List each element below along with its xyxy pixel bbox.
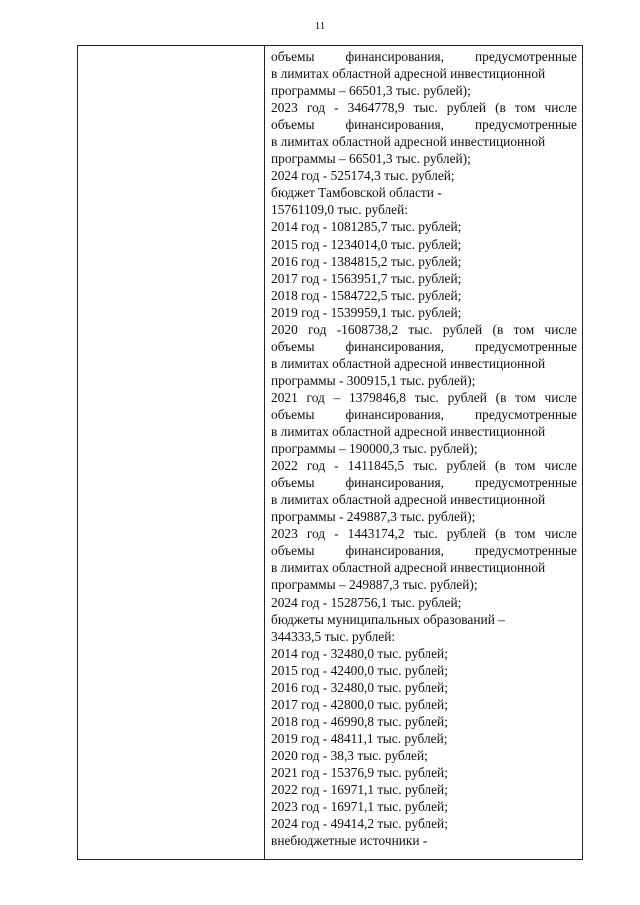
text-line: программы - 300915,1 тыс. рублей); — [271, 372, 476, 388]
text-line: 2017 год - 1563951,7 тыс. рублей; — [271, 270, 462, 286]
text-line: 2020 год - 38,3 тыс. рублей; — [271, 747, 428, 763]
column-divider — [264, 46, 265, 859]
text-line: программы – 190000,3 тыс. рублей); — [271, 441, 478, 457]
text-line: объемы финансирования, предусмотренные — [271, 475, 577, 491]
text-line: в лимитах областной адресной инвестиционной — [271, 560, 546, 576]
document-table — [77, 45, 583, 860]
text-line: в лимитах областной адресной инвестиционной — [271, 134, 546, 150]
text-line: 2023 год - 1443174,2 тыс. рублей (в том числе — [271, 526, 577, 542]
text-line: 2022 год - 16971,1 тыс. рублей; — [271, 782, 448, 798]
table-left-cell — [78, 46, 264, 859]
text-line: 2021 год - 15376,9 тыс. рублей; — [271, 764, 448, 780]
text-line: 2023 год - 3464778,9 тыс. рублей (в том числе — [271, 100, 577, 116]
text-line: 2024 год - 49414,2 тыс. рублей; — [271, 816, 448, 832]
text-line: 2015 год - 1234014,0 тыс. рублей; — [271, 236, 462, 252]
text-line: 2024 год - 1528756,1 тыс. рублей; — [271, 594, 462, 610]
page-number: 11 — [314, 20, 326, 32]
text-line: программы – 249887,3 тыс. рублей); — [271, 577, 478, 593]
text-line: 2016 год - 32480,0 тыс. рублей; — [271, 679, 448, 695]
text-line: 2019 год - 48411,1 тыс. рублей; — [271, 730, 448, 746]
text-line: 2016 год - 1384815,2 тыс. рублей; — [271, 253, 462, 269]
text-line: объемы финансирования, предусмотренные — [271, 49, 577, 64]
text-line: 2017 год - 42800,0 тыс. рублей; — [271, 696, 448, 712]
text-line: объемы финансирования, предусмотренные — [271, 406, 577, 422]
text-line: 2019 год - 1539959,1 тыс. рублей; — [271, 304, 462, 320]
text-line: бюджет Тамбовской области - — [271, 185, 442, 201]
text-line: бюджеты муниципальных образований – — [271, 611, 505, 627]
text-line: объемы финансирования, предусмотренные — [271, 338, 577, 354]
text-line: объемы финансирования, предусмотренные — [271, 543, 577, 559]
text-line: 2018 год - 46990,8 тыс. рублей; — [271, 713, 448, 729]
text-line: 2022 год - 1411845,5 тыс. рублей (в том числе — [271, 458, 577, 474]
text-line: в лимитах областной адресной инвестиционной — [271, 424, 546, 440]
text-line: 2014 год - 1081285,7 тыс. рублей; — [271, 219, 462, 235]
text-line: 2021 год – 1379846,8 тыс. рублей (в том числе — [271, 389, 577, 405]
text-line: в лимитах областной адресной инвестиционной — [271, 66, 546, 82]
text-line: программы - 249887,3 тыс. рублей); — [271, 509, 476, 525]
text-line: 2023 год - 16971,1 тыс. рублей; — [271, 799, 448, 815]
text-line: в лимитах областной адресной инвестиционной — [271, 355, 546, 371]
text-line: 2024 год - 525174,3 тыс. рублей; — [271, 168, 455, 184]
text-line: 15761109,0 тыс. рублей: — [271, 202, 408, 218]
text-line: программы – 66501,3 тыс. рублей); — [271, 83, 471, 99]
text-line: 2020 год -1608738,2 тыс. рублей (в том числе — [271, 321, 577, 337]
text-line: 2015 год - 42400,0 тыс. рублей; — [271, 662, 448, 678]
text-line: 2018 год - 1584722,5 тыс. рублей; — [271, 287, 462, 303]
text-line: программы – 66501,3 тыс. рублей); — [271, 151, 471, 167]
text-line: в лимитах областной адресной инвестиционной — [271, 492, 546, 508]
text-line: 344333,5 тыс. рублей: — [271, 628, 396, 644]
text-line: внебюджетные источники - — [271, 833, 428, 849]
text-line: объемы финансирования, предусмотренные — [271, 117, 577, 133]
table-right-cell — [271, 48, 577, 849]
text-line: 2014 год - 32480,0 тыс. рублей; — [271, 645, 448, 661]
